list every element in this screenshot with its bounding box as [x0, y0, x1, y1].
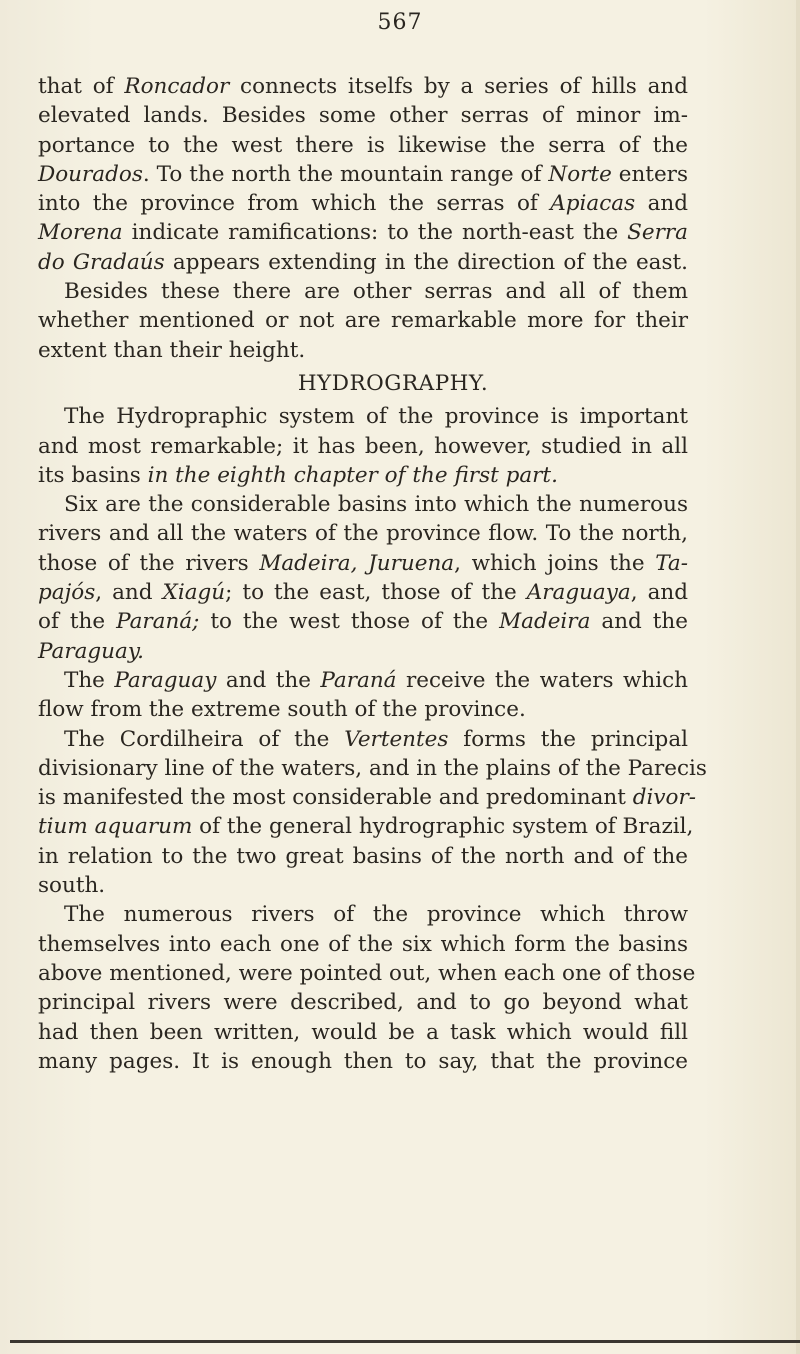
text-line: had then been written, would be a task which would fill — [38, 1019, 688, 1045]
paragraph — [38, 666, 688, 725]
text-line: pajós, and Xiagú; to the east, those of the Araguaya, and — [38, 580, 688, 606]
text-line: Dourados. To the north the mountain range of Norte enters — [38, 161, 688, 187]
text-line: extent than their height. — [38, 337, 306, 363]
text-line: many pages. It is enough then to say, that the province — [38, 1048, 688, 1074]
page-number: 567 — [377, 10, 423, 35]
text-line: Morena indicate ramifications: to the north-east the Serra — [38, 220, 688, 246]
text-line: and most remarkable; it has been, however, studied in all — [38, 433, 688, 459]
text-line: rivers and all the waters of the province flow. To the north, — [38, 521, 688, 547]
text-line: The Cordilheira of the Vertentes forms the principal — [64, 726, 689, 752]
text-line: of the Paraná; to the west those of the Madeira and the — [38, 609, 688, 635]
page-body — [38, 72, 707, 1076]
page-edge-shadow — [796, 0, 800, 1354]
paragraph — [38, 277, 688, 365]
paragraph — [38, 402, 688, 490]
paragraph — [38, 72, 688, 277]
text-line: Besides these there are other serras and all of them — [64, 279, 688, 305]
paragraph — [38, 900, 696, 1076]
text-line: its basins in the eighth chapter of the first part. — [38, 462, 558, 488]
text-line: Six are the considerable basins into which the numerous — [64, 492, 688, 518]
paragraph — [38, 725, 707, 901]
text-line: tium aquarum of the general hydrographic system of Brazil, — [38, 814, 694, 840]
text-line: principal rivers were described, and to go beyond what — [38, 990, 688, 1016]
text-line: south. — [38, 873, 106, 899]
text-line: flow from the extreme south of the province. — [38, 697, 526, 723]
text-line: is manifested the most considerable and predominant divor- — [38, 785, 697, 811]
text-line: whether mentioned or not are remarkable more for their — [38, 308, 688, 334]
paragraph — [38, 490, 688, 666]
text-line: elevated lands. Besides some other serras of minor im- — [38, 103, 688, 129]
text-line: divisionary line of the waters, and in the plains of the Parecis — [38, 755, 707, 781]
text-line: in relation to the two great basins of the north and of the — [38, 843, 688, 869]
text-line: The Hydropraphic system of the province is important — [64, 404, 688, 430]
text-line: into the province from which the serras of Apiacas and — [38, 191, 688, 217]
section-heading: HYDROGRAPHY. — [297, 370, 489, 396]
text-line: that of Roncador connects itselfs by a series of hills and — [38, 74, 689, 99]
text-line: do Gradaús appears extending in the direction of the east. — [38, 249, 689, 275]
text-line: The Paraguay and the Paraná receive the waters which — [64, 667, 688, 693]
text-line: above mentioned, were pointed out, when each one of those — [38, 960, 696, 986]
text-line: Paraguay. — [38, 638, 144, 664]
text-line: themselves into each one of the six which form the basins — [38, 931, 688, 957]
text-line: The numerous rivers of the province which throw — [64, 902, 688, 928]
page-bottom-edge — [10, 1340, 800, 1343]
text-line: portance to the west there is likewise the serra of the — [38, 132, 688, 158]
text-line: those of the rivers Madeira, Juruena, which joins the Ta- — [38, 550, 688, 576]
